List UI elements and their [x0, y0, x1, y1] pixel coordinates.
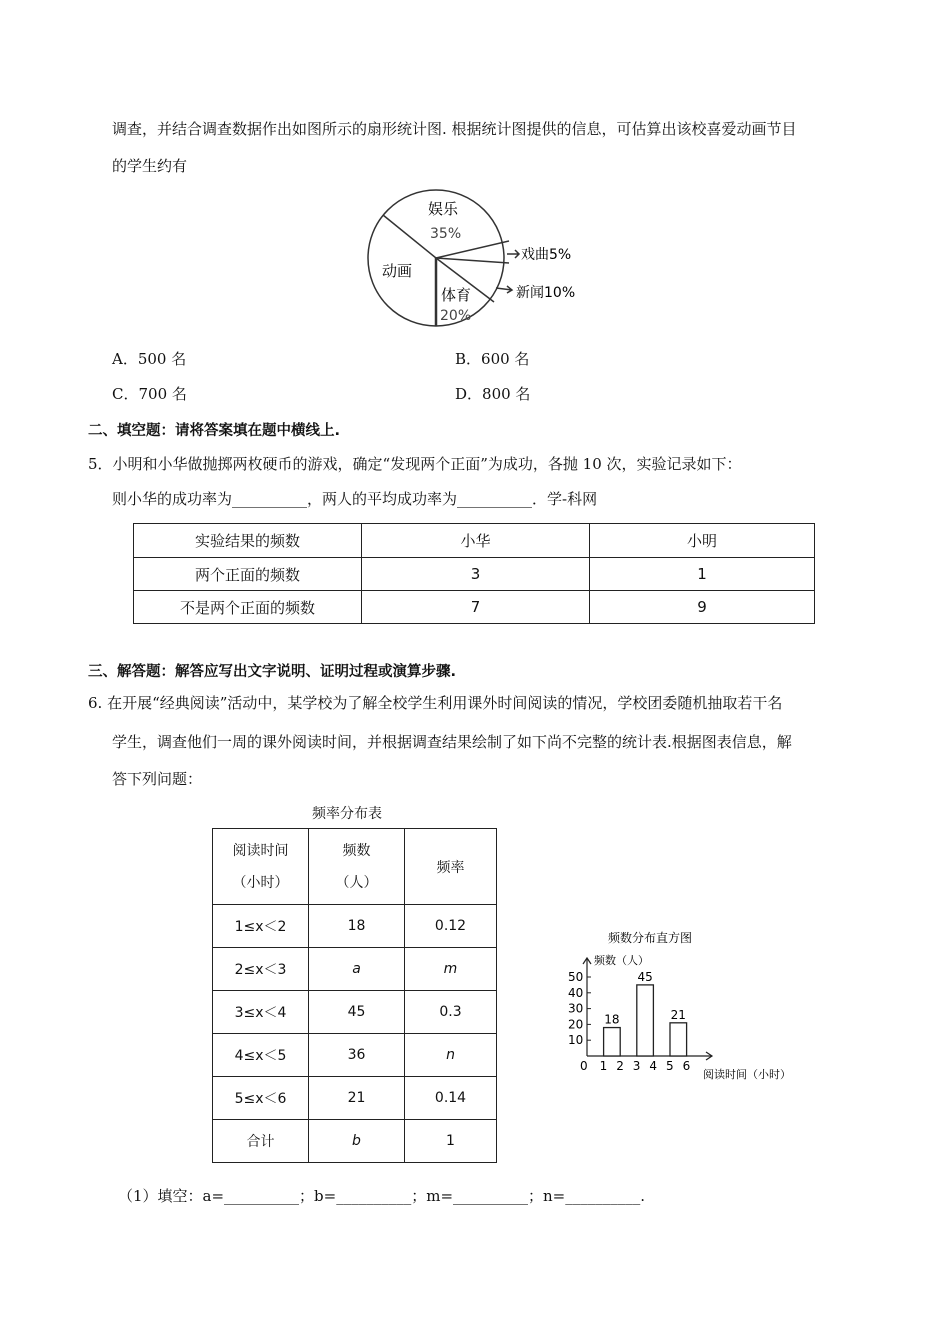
cell: b [309, 1120, 405, 1163]
q4-text-line1: 调查，并结合调查数据作出如图所示的扇形统计图. 根据统计图提供的信息，可估算出该校喜爱动画节目 [112, 120, 797, 138]
pie-label: 娱乐 [428, 200, 459, 218]
cell: 不是两个正面的频数 [134, 591, 362, 624]
cell: n [405, 1034, 497, 1077]
histogram-bar [604, 1028, 621, 1056]
table-title: 频率分布表 [312, 806, 382, 822]
histogram-bar [670, 1023, 687, 1056]
q5-text-line2: 则小华的成功率为__________，两人的平均成功率为__________．学-科网 [112, 490, 598, 508]
x-axis-label: 阅读时间（小时） [703, 1068, 791, 1081]
q6-text-line2: 学生，调查他们一周的课外阅读时间，并根据调查结果绘制了如下尚不完整的统计表.根据图表信息，解 [112, 733, 792, 751]
cell: 0.12 [405, 905, 497, 948]
cell: 9 [590, 591, 815, 624]
bar-value-label: 21 [670, 1007, 686, 1022]
pie-divider [436, 258, 509, 263]
y-tick-label: 50 [568, 970, 584, 984]
section-heading-2: 二、填空题：请将答案填在题中横线上. [88, 423, 341, 439]
arrow-icon [507, 250, 519, 258]
option-c: C．700 名 [112, 385, 187, 403]
y-tick-label: 40 [568, 985, 584, 1000]
x-tick-label: 1 [599, 1059, 608, 1073]
frequency-table [212, 828, 497, 1163]
section-heading-3: 三、解答题：解答应写出文字说明、证明过程或演算步骤. [88, 664, 457, 680]
header-cell: 小华 [362, 524, 590, 558]
cell: a [309, 948, 405, 991]
x-tick-label: 5 [666, 1059, 674, 1073]
x-tick-label: 2 [616, 1059, 624, 1073]
q6-fill-blanks: （1）填空：a=__________；b=__________；m=__________；n=__________. [118, 1187, 646, 1205]
cell: 4≤x＜5 [213, 1034, 309, 1077]
x-tick-label: 0 [580, 1059, 588, 1073]
table-row [213, 1120, 497, 1163]
option-d: D．800 名 [455, 385, 531, 403]
y-tick-label: 10 [568, 1033, 584, 1048]
cell: 2≤x＜3 [213, 948, 309, 991]
table-row [213, 991, 497, 1034]
cell: 1 [590, 558, 815, 591]
header-cell: 小明 [590, 524, 815, 558]
chart-title: 频数分布直方图 [608, 931, 693, 945]
cell: 1≤x＜2 [213, 905, 309, 948]
q6-text-line3: 答下列问题： [112, 770, 203, 788]
header-cell: 阅读时间 （小时） [213, 829, 309, 905]
cell: 45 [309, 991, 405, 1034]
header-cell: 实验结果的频数 [134, 524, 362, 558]
header-cell: 频率 [405, 829, 497, 905]
pie-divider [436, 241, 509, 258]
bar-value-label: 18 [604, 1012, 620, 1027]
table-row [213, 1034, 497, 1077]
pie-label: 动画 [382, 262, 413, 280]
histogram-bar [637, 985, 654, 1056]
cell: 0.3 [405, 991, 497, 1034]
y-tick-label: 30 [568, 1001, 584, 1016]
table-row [134, 558, 815, 591]
pie-pct: 35% [430, 226, 462, 242]
cell: m [405, 948, 497, 991]
cell: 1 [405, 1120, 497, 1163]
q4-text-line2: 的学生约有 [112, 157, 188, 175]
header-cell: 频数 （人） [309, 829, 405, 905]
cell: 21 [309, 1077, 405, 1120]
q5-table [133, 523, 815, 624]
cell: 36 [309, 1034, 405, 1077]
pie-chart [360, 180, 600, 330]
x-tick-label: 3 [632, 1059, 641, 1073]
pie-label: 体育 [441, 286, 472, 304]
option-b: B．600 名 [455, 350, 530, 368]
cell: 18 [309, 905, 405, 948]
cell: 5≤x＜6 [213, 1077, 309, 1120]
x-tick-label: 6 [682, 1059, 691, 1073]
y-axis-label: 频数（人） [594, 954, 649, 967]
arrow-icon [496, 286, 512, 293]
pie-label: 戏曲5% [521, 247, 572, 263]
x-tick-label: 4 [649, 1059, 658, 1073]
y-tick-label: 20 [568, 1017, 584, 1032]
table-row [213, 948, 497, 991]
pie-divider [383, 215, 436, 258]
cell: 两个正面的频数 [134, 558, 362, 591]
table-row [134, 591, 815, 624]
cell: 合计 [213, 1120, 309, 1163]
table-row [213, 905, 497, 948]
cell: 3 [362, 558, 590, 591]
q6-text-line1: 6. 在开展“经典阅读”活动中，某学校为了解全校学生利用课外时间阅读的情况，学校团委随机抽取若干名 [88, 694, 783, 712]
pie-pct: 20% [440, 308, 472, 324]
cell: 0.14 [405, 1077, 497, 1120]
option-a: A．500 名 [112, 350, 187, 368]
cell: 3≤x＜4 [213, 991, 309, 1034]
q5-text-line1: 5．小明和小华做抛掷两枚硬币的游戏，确定“发现两个正面”为成功，各抛 10 次，实验记录如下： [88, 455, 742, 473]
cell: 7 [362, 591, 590, 624]
histogram [560, 920, 791, 1100]
table-row [213, 1077, 497, 1120]
pie-label: 新闻10% [516, 285, 576, 301]
bar-value-label: 45 [637, 969, 653, 984]
